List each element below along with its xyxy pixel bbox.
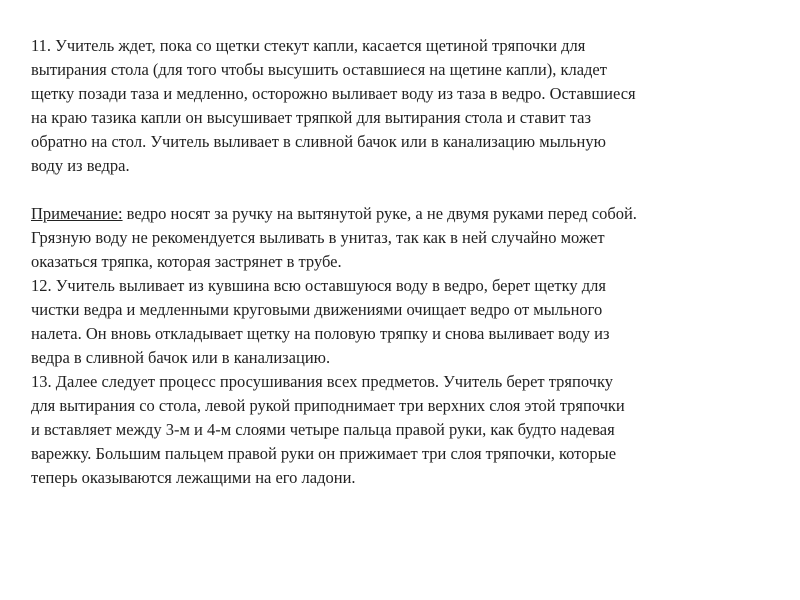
- text-line: варежку. Большим пальцем правой руки он прижимает три слоя тряпочки, которые: [31, 444, 617, 463]
- paragraph-spacer: [31, 178, 776, 202]
- text-line: воду из ведра.: [31, 156, 130, 175]
- text-line: ведра в сливной бачок или в канализацию.: [31, 348, 331, 367]
- text-line: оказаться тряпка, которая застрянет в трубе.: [31, 252, 342, 271]
- text-line: для вытирания со стола, левой рукой приподнимает три верхних слоя этой тряпочки: [31, 396, 625, 415]
- paragraph-12: [31, 274, 776, 370]
- text-line: 11. Учитель ждет, пока со щетки стекут капли, касается щетиной тряпочки для: [31, 36, 586, 55]
- note-first-line-text: ведро носят за ручку на вытянутой руке, а не двумя руками перед собой.: [122, 204, 637, 223]
- text-line: [31, 202, 776, 226]
- note-label: Примечание:: [31, 204, 123, 223]
- paragraph-11: [31, 34, 776, 178]
- text-line: на краю тазика капли он высушивает тряпкой для вытирания стола и ставит таз: [31, 108, 591, 127]
- text-line: вытирания стола (для того чтобы высушить оставшиеся на щетине капли), кладет: [31, 60, 607, 79]
- text-line: обратно на стол. Учитель выливает в сливной бачок или в канализацию мыльную: [31, 132, 606, 151]
- text-line: налета. Он вновь откладывает щетку на половую тряпку и снова выливает воду из: [31, 324, 610, 343]
- text-line: теперь оказываются лежащими на его ладони.: [31, 468, 356, 487]
- text-line: и вставляет между 3-м и 4-м слоями четыре пальца правой руки, как будто надевая: [31, 420, 615, 439]
- text-line: щетку позади таза и медленно, осторожно выливает воду из таза в ведро. Оставшиеся: [31, 84, 636, 103]
- text-line: Грязную воду не рекомендуется выливать в унитаз, так как в ней случайно может: [31, 228, 605, 247]
- paragraph-13: [31, 370, 776, 490]
- note-paragraph: [31, 202, 776, 274]
- instruction-text: [31, 34, 776, 490]
- text-line: чистки ведра и медленными круговыми движениями очищает ведро от мыльного: [31, 300, 603, 319]
- text-line: 13. Далее следует процесс просушивания всех предметов. Учитель берет тряпочку: [31, 372, 614, 391]
- text-line: 12. Учитель выливает из кувшина всю оставшуюся воду в ведро, берет щетку для: [31, 276, 606, 295]
